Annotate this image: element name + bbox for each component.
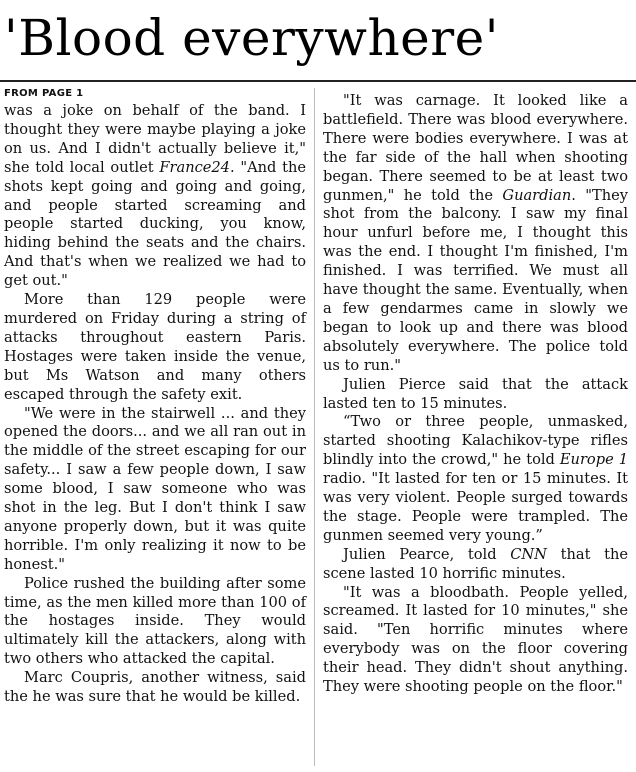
paragraph: Police rushed the building after some time, as the men killed more than 100 of the hostages inside. They would ultimately kill the attackers, along with two others who attacked the capital.: [4, 574, 306, 668]
column-divider: [314, 88, 315, 766]
article-column-left: [4, 88, 306, 707]
paragraph-text: “Two or three people, unmasked, started shooting Kalachikov-type rifles blindly into the crowd," he told: [323, 413, 628, 469]
headline-rule: [0, 80, 636, 82]
source-name: France24: [159, 158, 230, 176]
paragraph-text: radio. "It lasted for ten or 15 minutes. It was very violent. People surged towards the stage. People were trampled. The gunmen seemed very young.”: [323, 470, 628, 544]
headline: 'Blood everywhere': [4, 9, 499, 67]
paragraph-text: that the scene lasted 10 horrific minutes.: [323, 545, 629, 582]
paragraph: Julien Pierce said that the attack lasted ten to 15 minutes.: [323, 375, 628, 412]
paragraph: [323, 413, 628, 545]
paragraph: [323, 92, 628, 376]
paragraph-text: was a joke on behalf of the band. I thought they were maybe playing a joke on us. And I didn't actually believe it," she told local outlet: [4, 102, 306, 176]
paragraph: [323, 546, 628, 584]
paragraph: Marc Coupris, another witness, said the he was sure that he would be killed.: [4, 669, 306, 706]
paragraph-text: Julien Pearce, told: [343, 545, 511, 563]
paragraph: "It was a bloodbath. People yelled, screamed. It lasted for 10 minutes," she said. "Ten horrific minutes where everybody was on the floor covering their head. They didn't shout anything. They were shooting people on the floor.": [323, 583, 628, 696]
article-column-right: [323, 92, 628, 697]
paragraph: [4, 102, 306, 291]
paragraph-text: "It was carnage. It looked like a battlefield. There was blood everywhere. There were bodies everywhere. I was at the far side of the hall when shooting began. There seemed to be at least two gunmen," he told the: [323, 92, 628, 204]
paragraph-text: . "And the shots kept going and going and going, and people started screaming and people started ducking, you know, hiding behind the seats and the chairs. And that's when we realized we had to get out.": [4, 158, 307, 290]
source-name: CNN: [510, 545, 547, 563]
paragraph: "We were in the stairwell ... and they opened the doors... and we all ran out in the middle of the street escaping for our safety... I saw a few people down, I saw some blood, I saw someone who was shot in the leg. But I don't think I saw anyone properly down, but it was quite horrible. I'm only realizing it now to be honest.": [4, 404, 306, 573]
source-name: Guardian: [502, 186, 572, 204]
paragraph: More than 129 people were murdered on Friday during a string of attacks throughout eastern Paris. Hostages were taken inside the venue, but Ms Watson and many others escaped through the safety exit.: [4, 291, 306, 403]
paragraph-text: . "They shot from the balcony. I saw my final hour unfurl before me, I thought this was the end. I thought I'm finished, I'm finished. I was terrified. We must all have thought the same. Eventually, when a few gendarmes came in slowly we began to look up and there was blood absolutely everywhere. The police told us to run.": [323, 186, 628, 374]
source-name: Europe 1: [559, 451, 629, 469]
jump-label: FROM PAGE 1: [4, 88, 84, 99]
